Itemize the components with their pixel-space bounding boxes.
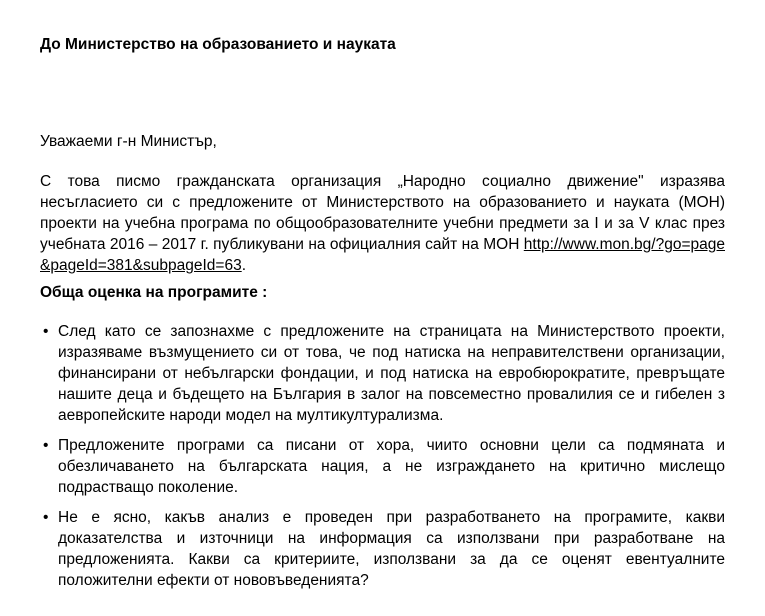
section-heading: Обща оценка на програмите :	[40, 284, 268, 301]
intro-paragraph	[40, 171, 725, 276]
list-item	[40, 507, 725, 591]
list-item	[40, 321, 725, 426]
bullet-text: Не е ясно, какъв анализ е проведен при разработването на програмите, какви доказателства и източници на информация са използвани при разработване на предложенията. Какви са критериите, използвани за да се оценят евентуалните положителни ефекти от нововъведенията?	[58, 509, 725, 589]
intro-text-before-link: С това писмо гражданската организация „Народно социално движение" изразява несъгласието си с предложените от Министерството на образованието и науката (МОН) проекти на учебна програма по общообразователните учебни предмети за I и за V клас през учебната 2016 – 2017 г. публикувани на официалния сайт на МОН	[40, 173, 725, 253]
mon-site-link[interactable]: http://www.mon.bg/?go=page&pageId=381&subpageId=63	[40, 236, 725, 274]
salutation: Уважаеми г-н Министър,	[40, 133, 217, 150]
bullet-text: Предложените програми са писани от хора, чиито основни цели са подмяната и обезличаването на българската нация, а не изграждането на критично мислещо подрастващо поколение.	[58, 437, 725, 496]
general-assessment-list	[40, 321, 725, 591]
bullet-icon: •	[43, 323, 49, 340]
bullet-icon: •	[43, 509, 49, 526]
intro-text-after-link: .	[241, 257, 247, 274]
document-title: До Министерство на образованието и науката	[40, 36, 396, 53]
bullet-text: След като се запознахме с предложените на страницата на Министерството проекти, изразяваме възмущението си от това, че под натиска на неправителствени организации, финансирани от небългарски фондации, и под натиска на евробюрократите, превръщате нашите деца и бъдещето на България в залог на повсеместно провалилия се и гибелен з аевропейските народи модел на мултикултурализма.	[58, 323, 725, 424]
list-item	[40, 435, 725, 498]
bullet-icon: •	[43, 437, 49, 454]
